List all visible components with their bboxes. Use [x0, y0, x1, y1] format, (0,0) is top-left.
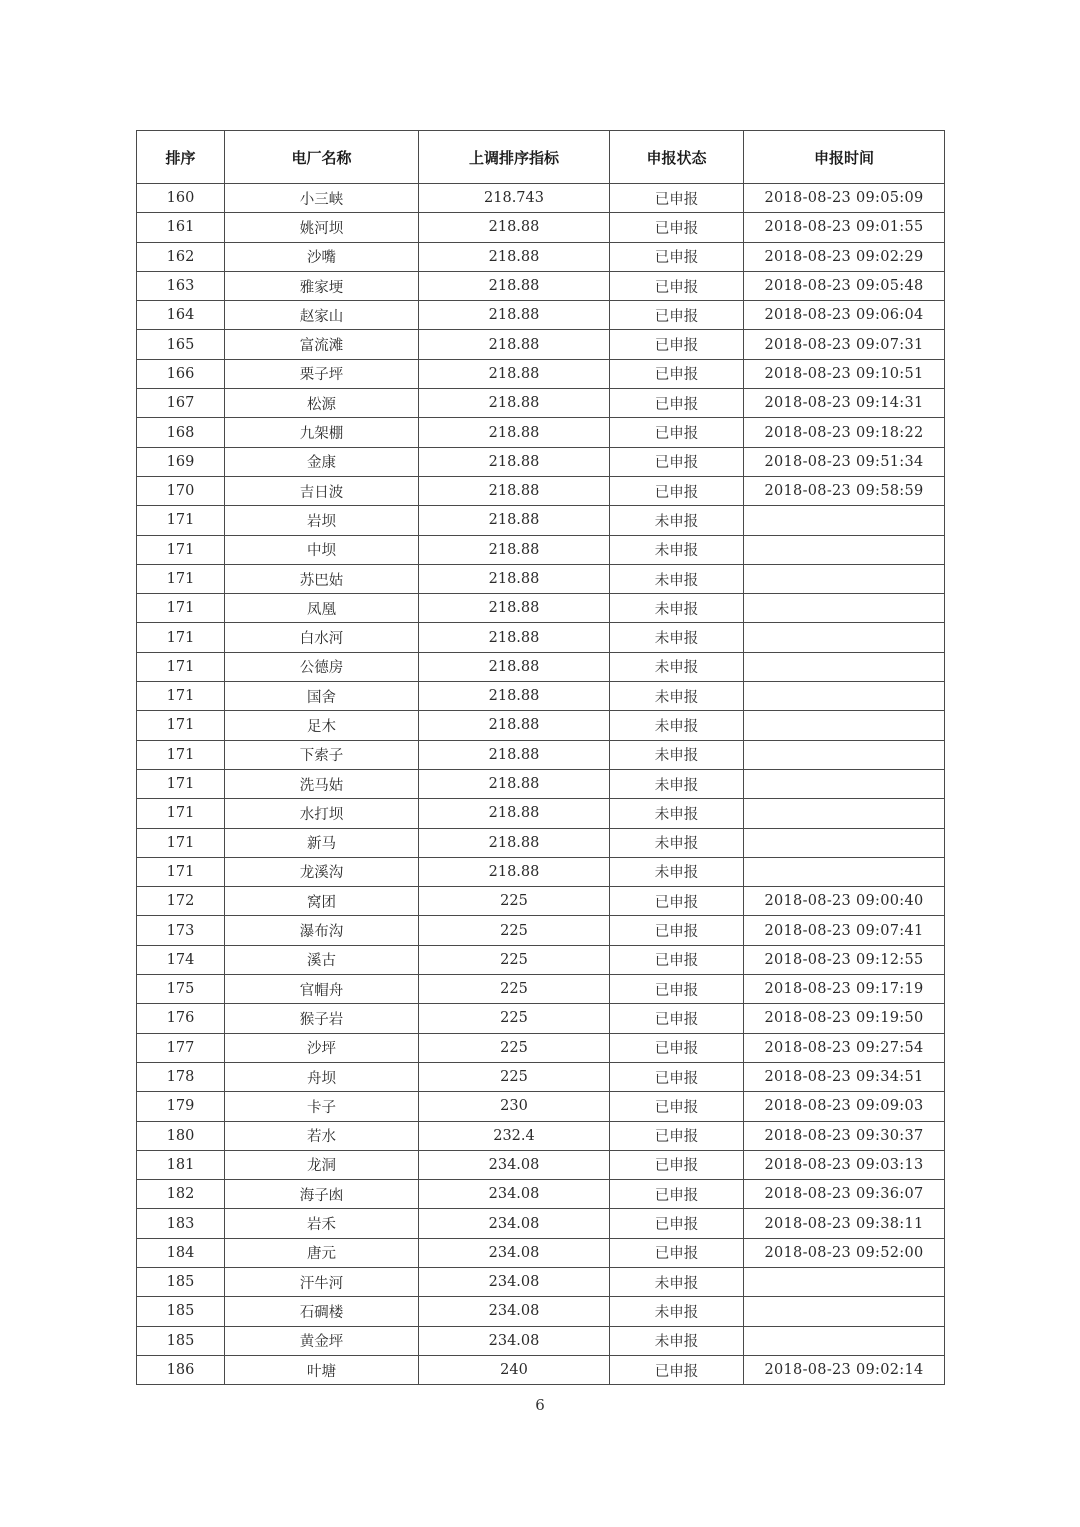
cell-plant-name: 雅家埂 [225, 271, 419, 300]
cell-ranking-index: 218.88 [419, 447, 610, 476]
cell-plant-name: 沙嘴 [225, 242, 419, 271]
cell-rank: 166 [137, 359, 225, 388]
cell-time [744, 535, 945, 564]
cell-time: 2018-08-23 09:36:07 [744, 1180, 945, 1209]
cell-time [744, 1326, 945, 1355]
table-row [137, 564, 945, 593]
cell-time [744, 506, 945, 535]
cell-time: 2018-08-23 09:06:04 [744, 301, 945, 330]
table-row [137, 213, 945, 242]
cell-status: 已申报 [610, 476, 744, 505]
cell-status: 已申报 [610, 916, 744, 945]
cell-plant-name: 若水 [225, 1121, 419, 1150]
cell-plant-name: 岩禾 [225, 1209, 419, 1238]
cell-time: 2018-08-23 09:27:54 [744, 1033, 945, 1062]
cell-ranking-index: 230 [419, 1092, 610, 1121]
cell-ranking-index: 218.743 [419, 184, 610, 213]
cell-rank: 180 [137, 1121, 225, 1150]
table-row [137, 242, 945, 271]
cell-plant-name: 洗马姑 [225, 769, 419, 798]
cell-ranking-index: 218.88 [419, 652, 610, 681]
cell-status: 已申报 [610, 213, 744, 242]
cell-rank: 174 [137, 945, 225, 974]
cell-ranking-index: 218.88 [419, 564, 610, 593]
cell-status: 未申报 [610, 769, 744, 798]
cell-plant-name: 凤凰 [225, 594, 419, 623]
cell-time [744, 564, 945, 593]
header-rank: 排序 [137, 131, 225, 184]
cell-plant-name: 瀑布沟 [225, 916, 419, 945]
cell-status: 未申报 [610, 740, 744, 769]
cell-rank: 183 [137, 1209, 225, 1238]
cell-time: 2018-08-23 09:02:14 [744, 1355, 945, 1384]
cell-time [744, 740, 945, 769]
table-row [137, 447, 945, 476]
cell-ranking-index: 225 [419, 945, 610, 974]
table-row [137, 1150, 945, 1179]
cell-plant-name: 沙坪 [225, 1033, 419, 1062]
cell-status: 已申报 [610, 1180, 744, 1209]
table-row [137, 916, 945, 945]
header-time: 申报时间 [744, 131, 945, 184]
cell-plant-name: 水打坝 [225, 799, 419, 828]
table-row [137, 389, 945, 418]
table-row [137, 828, 945, 857]
cell-rank: 179 [137, 1092, 225, 1121]
cell-time [744, 623, 945, 652]
header-status: 申报状态 [610, 131, 744, 184]
table-row [137, 1267, 945, 1296]
cell-status: 已申报 [610, 1004, 744, 1033]
cell-ranking-index: 225 [419, 887, 610, 916]
cell-rank: 163 [137, 271, 225, 300]
cell-rank: 171 [137, 857, 225, 886]
cell-time: 2018-08-23 09:52:00 [744, 1238, 945, 1267]
cell-status: 已申报 [610, 1150, 744, 1179]
cell-ranking-index: 225 [419, 1004, 610, 1033]
table-row [137, 1326, 945, 1355]
table-row [137, 682, 945, 711]
cell-status: 已申报 [610, 1062, 744, 1091]
cell-plant-name: 龙洞 [225, 1150, 419, 1179]
cell-plant-name: 唐元 [225, 1238, 419, 1267]
table-row [137, 769, 945, 798]
cell-ranking-index: 218.88 [419, 711, 610, 740]
cell-status: 未申报 [610, 1326, 744, 1355]
cell-plant-name: 金康 [225, 447, 419, 476]
cell-plant-name: 富流滩 [225, 330, 419, 359]
cell-rank: 171 [137, 623, 225, 652]
cell-ranking-index: 218.88 [419, 535, 610, 564]
cell-status: 已申报 [610, 1033, 744, 1062]
cell-plant-name: 龙溪沟 [225, 857, 419, 886]
page-number: 6 [535, 1396, 545, 1414]
table-row [137, 945, 945, 974]
table-row [137, 359, 945, 388]
table-row [137, 652, 945, 681]
cell-plant-name: 岩坝 [225, 506, 419, 535]
cell-ranking-index: 234.08 [419, 1150, 610, 1179]
cell-time [744, 769, 945, 798]
cell-status: 未申报 [610, 652, 744, 681]
cell-ranking-index: 225 [419, 975, 610, 1004]
cell-ranking-index: 218.88 [419, 242, 610, 271]
cell-ranking-index: 218.88 [419, 330, 610, 359]
table-row [137, 1238, 945, 1267]
cell-ranking-index: 240 [419, 1355, 610, 1384]
cell-time: 2018-08-23 09:05:48 [744, 271, 945, 300]
cell-ranking-index: 218.88 [419, 301, 610, 330]
table-row [137, 535, 945, 564]
cell-plant-name: 白水河 [225, 623, 419, 652]
cell-status: 已申报 [610, 1238, 744, 1267]
cell-time: 2018-08-23 09:18:22 [744, 418, 945, 447]
cell-time: 2018-08-23 09:07:41 [744, 916, 945, 945]
table-row [137, 711, 945, 740]
cell-status: 未申报 [610, 1297, 744, 1326]
cell-rank: 171 [137, 740, 225, 769]
cell-rank: 167 [137, 389, 225, 418]
cell-time [744, 682, 945, 711]
table-body [137, 184, 945, 1385]
cell-rank: 171 [137, 506, 225, 535]
cell-ranking-index: 234.08 [419, 1267, 610, 1296]
cell-rank: 185 [137, 1326, 225, 1355]
cell-status: 未申报 [610, 682, 744, 711]
cell-time: 2018-08-23 09:10:51 [744, 359, 945, 388]
cell-ranking-index: 218.88 [419, 799, 610, 828]
cell-ranking-index: 232.4 [419, 1121, 610, 1150]
cell-ranking-index: 225 [419, 916, 610, 945]
cell-rank: 171 [137, 594, 225, 623]
table-row [137, 271, 945, 300]
header-ranking-index: 上调排序指标 [419, 131, 610, 184]
cell-status: 未申报 [610, 799, 744, 828]
cell-rank: 165 [137, 330, 225, 359]
cell-ranking-index: 218.88 [419, 213, 610, 242]
table-row [137, 1209, 945, 1238]
cell-status: 未申报 [610, 623, 744, 652]
cell-plant-name: 松源 [225, 389, 419, 418]
table-row [137, 740, 945, 769]
cell-time [744, 1267, 945, 1296]
table-row [137, 184, 945, 213]
cell-plant-name: 舟坝 [225, 1062, 419, 1091]
cell-plant-name: 卡子 [225, 1092, 419, 1121]
declaration-table [136, 130, 945, 1385]
cell-rank: 168 [137, 418, 225, 447]
cell-time: 2018-08-23 09:01:55 [744, 213, 945, 242]
table-row [137, 1062, 945, 1091]
cell-status: 已申报 [610, 330, 744, 359]
cell-ranking-index: 225 [419, 1033, 610, 1062]
cell-rank: 164 [137, 301, 225, 330]
cell-rank: 170 [137, 476, 225, 505]
table-row [137, 1121, 945, 1150]
cell-ranking-index: 218.88 [419, 682, 610, 711]
cell-ranking-index: 234.08 [419, 1238, 610, 1267]
cell-ranking-index: 218.88 [419, 418, 610, 447]
cell-status: 已申报 [610, 1121, 744, 1150]
cell-time [744, 711, 945, 740]
cell-time [744, 799, 945, 828]
cell-status: 未申报 [610, 828, 744, 857]
table-row [137, 476, 945, 505]
table-header [137, 131, 945, 184]
cell-rank: 171 [137, 682, 225, 711]
cell-time [744, 652, 945, 681]
cell-status: 未申报 [610, 506, 744, 535]
cell-plant-name: 下索子 [225, 740, 419, 769]
cell-ranking-index: 234.08 [419, 1180, 610, 1209]
cell-time: 2018-08-23 09:03:13 [744, 1150, 945, 1179]
table-row [137, 799, 945, 828]
header-plant-name: 电厂名称 [225, 131, 419, 184]
cell-time: 2018-08-23 09:09:03 [744, 1092, 945, 1121]
cell-ranking-index: 218.88 [419, 389, 610, 418]
cell-rank: 184 [137, 1238, 225, 1267]
cell-rank: 172 [137, 887, 225, 916]
cell-status: 未申报 [610, 1267, 744, 1296]
cell-plant-name: 汗牛河 [225, 1267, 419, 1296]
table-row [137, 1355, 945, 1384]
cell-ranking-index: 225 [419, 1062, 610, 1091]
cell-status: 未申报 [610, 564, 744, 593]
cell-status: 已申报 [610, 389, 744, 418]
cell-plant-name: 公德房 [225, 652, 419, 681]
cell-status: 未申报 [610, 857, 744, 886]
cell-ranking-index: 234.08 [419, 1297, 610, 1326]
cell-status: 已申报 [610, 301, 744, 330]
cell-ranking-index: 234.08 [419, 1209, 610, 1238]
cell-plant-name: 黄金坪 [225, 1326, 419, 1355]
cell-plant-name: 国舍 [225, 682, 419, 711]
cell-status: 已申报 [610, 1092, 744, 1121]
cell-plant-name: 新马 [225, 828, 419, 857]
table-row [137, 857, 945, 886]
cell-time [744, 828, 945, 857]
cell-ranking-index: 218.88 [419, 506, 610, 535]
cell-time: 2018-08-23 09:38:11 [744, 1209, 945, 1238]
cell-ranking-index: 218.88 [419, 857, 610, 886]
table-row [137, 506, 945, 535]
cell-ranking-index: 218.88 [419, 594, 610, 623]
cell-status: 已申报 [610, 1355, 744, 1384]
cell-rank: 186 [137, 1355, 225, 1384]
table-row [137, 301, 945, 330]
table-row [137, 330, 945, 359]
table-row [137, 1004, 945, 1033]
cell-plant-name: 叶塘 [225, 1355, 419, 1384]
cell-rank: 176 [137, 1004, 225, 1033]
cell-ranking-index: 218.88 [419, 359, 610, 388]
cell-plant-name: 栗子坪 [225, 359, 419, 388]
cell-status: 已申报 [610, 887, 744, 916]
cell-rank: 181 [137, 1150, 225, 1179]
cell-plant-name: 小三峡 [225, 184, 419, 213]
cell-rank: 182 [137, 1180, 225, 1209]
cell-rank: 169 [137, 447, 225, 476]
table-row [137, 594, 945, 623]
cell-plant-name: 猴子岩 [225, 1004, 419, 1033]
cell-status: 未申报 [610, 535, 744, 564]
cell-status: 未申报 [610, 711, 744, 740]
cell-rank: 171 [137, 799, 225, 828]
table-row [137, 887, 945, 916]
cell-rank: 173 [137, 916, 225, 945]
table-row [137, 623, 945, 652]
cell-status: 已申报 [610, 418, 744, 447]
cell-ranking-index: 218.88 [419, 740, 610, 769]
cell-status: 已申报 [610, 1209, 744, 1238]
cell-rank: 160 [137, 184, 225, 213]
cell-status: 已申报 [610, 359, 744, 388]
table-row [137, 1033, 945, 1062]
cell-status: 已申报 [610, 447, 744, 476]
table-row [137, 1180, 945, 1209]
cell-rank: 185 [137, 1297, 225, 1326]
cell-plant-name: 官帽舟 [225, 975, 419, 1004]
cell-plant-name: 吉日波 [225, 476, 419, 505]
cell-time: 2018-08-23 09:12:55 [744, 945, 945, 974]
cell-plant-name: 赵家山 [225, 301, 419, 330]
cell-ranking-index: 218.88 [419, 769, 610, 798]
cell-time [744, 857, 945, 886]
header-row [137, 131, 945, 184]
cell-rank: 171 [137, 769, 225, 798]
cell-time: 2018-08-23 09:00:40 [744, 887, 945, 916]
cell-plant-name: 九架棚 [225, 418, 419, 447]
cell-time [744, 1297, 945, 1326]
cell-plant-name: 足木 [225, 711, 419, 740]
cell-status: 已申报 [610, 945, 744, 974]
cell-rank: 171 [137, 828, 225, 857]
cell-plant-name: 石碉楼 [225, 1297, 419, 1326]
cell-time: 2018-08-23 09:30:37 [744, 1121, 945, 1150]
cell-time: 2018-08-23 09:02:29 [744, 242, 945, 271]
table-row [137, 418, 945, 447]
cell-plant-name: 窝团 [225, 887, 419, 916]
cell-time: 2018-08-23 09:05:09 [744, 184, 945, 213]
cell-rank: 171 [137, 535, 225, 564]
cell-rank: 175 [137, 975, 225, 1004]
cell-time: 2018-08-23 09:19:50 [744, 1004, 945, 1033]
cell-time: 2018-08-23 09:51:34 [744, 447, 945, 476]
cell-time: 2018-08-23 09:14:31 [744, 389, 945, 418]
table-row [137, 975, 945, 1004]
cell-rank: 177 [137, 1033, 225, 1062]
cell-plant-name: 中坝 [225, 535, 419, 564]
cell-plant-name: 苏巴姑 [225, 564, 419, 593]
cell-time [744, 594, 945, 623]
cell-rank: 178 [137, 1062, 225, 1091]
cell-status: 已申报 [610, 271, 744, 300]
cell-time: 2018-08-23 09:34:51 [744, 1062, 945, 1091]
table-row [137, 1297, 945, 1326]
cell-status: 已申报 [610, 242, 744, 271]
cell-plant-name: 溪古 [225, 945, 419, 974]
cell-ranking-index: 218.88 [419, 476, 610, 505]
table-row [137, 1092, 945, 1121]
cell-plant-name: 海子凼 [225, 1180, 419, 1209]
cell-plant-name: 姚河坝 [225, 213, 419, 242]
cell-time: 2018-08-23 09:07:31 [744, 330, 945, 359]
cell-ranking-index: 234.08 [419, 1326, 610, 1355]
cell-status: 未申报 [610, 594, 744, 623]
cell-rank: 161 [137, 213, 225, 242]
cell-time: 2018-08-23 09:17:19 [744, 975, 945, 1004]
cell-rank: 162 [137, 242, 225, 271]
cell-rank: 185 [137, 1267, 225, 1296]
cell-ranking-index: 218.88 [419, 271, 610, 300]
cell-ranking-index: 218.88 [419, 828, 610, 857]
cell-ranking-index: 218.88 [419, 623, 610, 652]
cell-rank: 171 [137, 711, 225, 740]
cell-rank: 171 [137, 564, 225, 593]
cell-status: 已申报 [610, 975, 744, 1004]
cell-status: 已申报 [610, 184, 744, 213]
cell-rank: 171 [137, 652, 225, 681]
cell-time: 2018-08-23 09:58:59 [744, 476, 945, 505]
